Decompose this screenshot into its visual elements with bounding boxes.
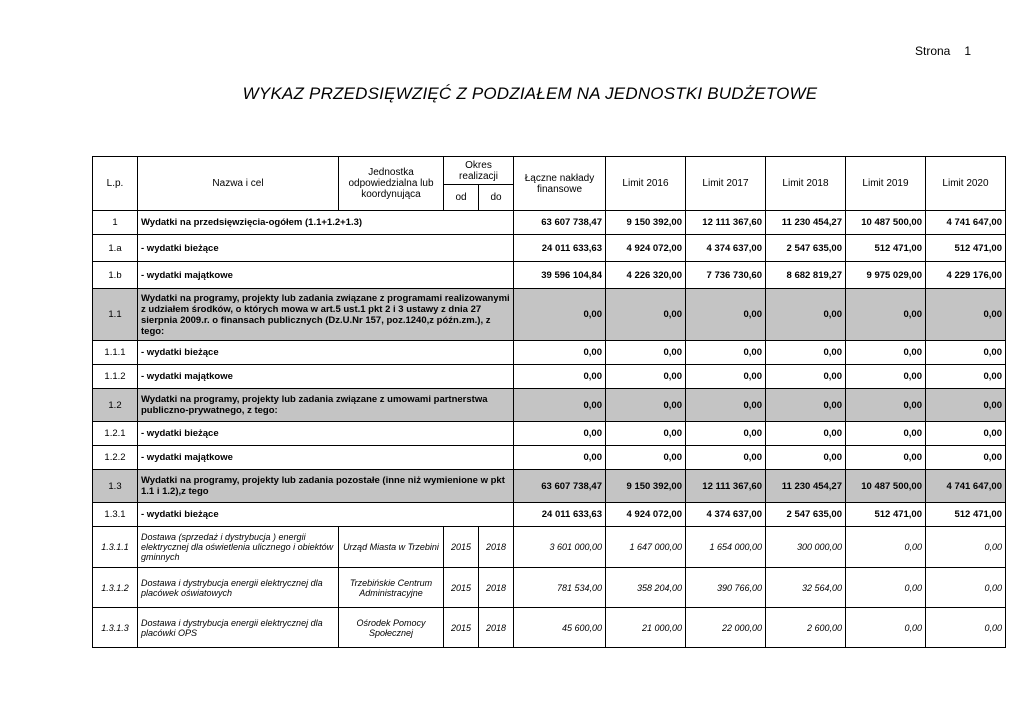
row-v2016: 4 226 320,00 (606, 262, 686, 289)
row-total: 24 011 633,63 (514, 235, 606, 262)
row-total: 0,00 (514, 422, 606, 446)
row-v2020: 0,00 (926, 289, 1006, 341)
row-v2017: 12 111 367,60 (686, 211, 766, 235)
header-limit-2016: Limit 2016 (606, 157, 686, 211)
row-lp: 1 (93, 211, 138, 235)
row-name: Wydatki na programy, projekty lub zadania związane z umowami partnerstwa publiczno-prywatnego, z tego: (138, 389, 514, 422)
detail-unit: Trzebińskie Centrum Administracyjne (339, 568, 444, 608)
row-lp: 1.2.1 (93, 422, 138, 446)
row-total: 63 607 738,47 (514, 211, 606, 235)
row-lp: 1.2 (93, 389, 138, 422)
row-v2017: 0,00 (686, 341, 766, 365)
header-limit-2017: Limit 2017 (686, 157, 766, 211)
detail-v2017: 1 654 000,00 (686, 527, 766, 568)
row-name: - wydatki bieżące (138, 422, 514, 446)
row-v2020: 4 741 647,00 (926, 211, 1006, 235)
row-v2018: 11 230 454,27 (766, 470, 846, 503)
table-row (93, 503, 1006, 527)
detail-v2019: 0,00 (846, 568, 926, 608)
row-v2019: 9 975 029,00 (846, 262, 926, 289)
row-total: 0,00 (514, 389, 606, 422)
header-limit-2020: Limit 2020 (926, 157, 1006, 211)
row-name: - wydatki majątkowe (138, 446, 514, 470)
table-row (93, 470, 1006, 503)
row-name: - wydatki bieżące (138, 235, 514, 262)
row-v2020: 512 471,00 (926, 235, 1006, 262)
row-v2020: 4 741 647,00 (926, 470, 1006, 503)
header-name: Nazwa i cel (138, 157, 339, 211)
row-v2017: 0,00 (686, 446, 766, 470)
row-total: 39 596 104,84 (514, 262, 606, 289)
detail-to: 2018 (479, 568, 514, 608)
row-lp: 1.2.2 (93, 446, 138, 470)
detail-lp: 1.3.1.2 (93, 568, 138, 608)
row-v2018: 0,00 (766, 365, 846, 389)
header-to: do (479, 185, 514, 211)
table-row (93, 446, 1006, 470)
budget-table (92, 156, 1006, 648)
detail-name: Dostawa (sprzedaż i dystrybucja ) energii elektrycznej dla oświetlenia ulicznego i obiektów gminnych (138, 527, 339, 568)
detail-row (93, 527, 1006, 568)
page-number (915, 44, 971, 58)
detail-v2017: 390 766,00 (686, 568, 766, 608)
row-v2020: 0,00 (926, 365, 1006, 389)
row-v2018: 2 547 635,00 (766, 503, 846, 527)
row-lp: 1.b (93, 262, 138, 289)
row-v2018: 2 547 635,00 (766, 235, 846, 262)
detail-total: 3 601 000,00 (514, 527, 606, 568)
row-name: - wydatki bieżące (138, 503, 514, 527)
row-v2019: 0,00 (846, 446, 926, 470)
detail-from: 2015 (444, 568, 479, 608)
table-row (93, 389, 1006, 422)
detail-unit: Urząd Miasta w Trzebini (339, 527, 444, 568)
detail-v2016: 1 647 000,00 (606, 527, 686, 568)
row-v2019: 0,00 (846, 341, 926, 365)
detail-lp: 1.3.1.1 (93, 527, 138, 568)
row-lp: 1.3.1 (93, 503, 138, 527)
row-v2016: 0,00 (606, 389, 686, 422)
row-v2016: 4 924 072,00 (606, 503, 686, 527)
row-v2018: 0,00 (766, 389, 846, 422)
row-v2017: 7 736 730,60 (686, 262, 766, 289)
row-name: - wydatki majątkowe (138, 365, 514, 389)
table-row (93, 262, 1006, 289)
table-row (93, 422, 1006, 446)
row-v2018: 11 230 454,27 (766, 211, 846, 235)
row-v2017: 0,00 (686, 422, 766, 446)
page-label: Strona (915, 44, 951, 58)
row-v2016: 0,00 (606, 365, 686, 389)
row-v2020: 512 471,00 (926, 503, 1006, 527)
row-name: Wydatki na programy, projekty lub zadania związane z programami realizowanymi z udziałem środków, o których mowa w art.5 ust.1 pkt 2 i 3 ustawy z dnia 27 sierpnia 2009.r. o finansach publicznych (Dz.U.Nr 157, poz.1240,z późn.zm.), z tego: (138, 289, 514, 341)
row-v2017: 12 111 367,60 (686, 470, 766, 503)
detail-v2019: 0,00 (846, 527, 926, 568)
detail-lp: 1.3.1.3 (93, 608, 138, 648)
row-v2017: 4 374 637,00 (686, 235, 766, 262)
detail-v2020: 0,00 (926, 608, 1006, 648)
row-total: 0,00 (514, 446, 606, 470)
row-v2016: 9 150 392,00 (606, 211, 686, 235)
row-total: 0,00 (514, 289, 606, 341)
detail-row (93, 608, 1006, 648)
row-v2016: 0,00 (606, 446, 686, 470)
row-v2016: 0,00 (606, 289, 686, 341)
row-v2020: 0,00 (926, 389, 1006, 422)
row-name: - wydatki majątkowe (138, 262, 514, 289)
row-v2019: 0,00 (846, 422, 926, 446)
row-v2016: 0,00 (606, 341, 686, 365)
row-v2017: 0,00 (686, 289, 766, 341)
row-v2020: 0,00 (926, 446, 1006, 470)
detail-v2017: 22 000,00 (686, 608, 766, 648)
row-v2017: 4 374 637,00 (686, 503, 766, 527)
detail-from: 2015 (444, 608, 479, 648)
detail-total: 45 600,00 (514, 608, 606, 648)
row-v2018: 8 682 819,27 (766, 262, 846, 289)
row-v2020: 4 229 176,00 (926, 262, 1006, 289)
row-v2019: 0,00 (846, 289, 926, 341)
row-total: 0,00 (514, 365, 606, 389)
row-v2017: 0,00 (686, 365, 766, 389)
row-lp: 1.1 (93, 289, 138, 341)
detail-v2016: 358 204,00 (606, 568, 686, 608)
detail-to: 2018 (479, 608, 514, 648)
table-body (93, 211, 1006, 648)
row-v2019: 512 471,00 (846, 503, 926, 527)
header-total: Łączne nakłady finansowe (514, 157, 606, 211)
row-lp: 1.3 (93, 470, 138, 503)
detail-name: Dostawa i dystrybucja energii elektrycznej dla placówek oświatowych (138, 568, 339, 608)
table-row (93, 341, 1006, 365)
detail-v2018: 300 000,00 (766, 527, 846, 568)
table-row (93, 211, 1006, 235)
row-v2018: 0,00 (766, 341, 846, 365)
row-lp: 1.a (93, 235, 138, 262)
row-v2019: 10 487 500,00 (846, 211, 926, 235)
row-lp: 1.1.1 (93, 341, 138, 365)
header-from: od (444, 185, 479, 211)
detail-v2020: 0,00 (926, 568, 1006, 608)
row-v2019: 0,00 (846, 365, 926, 389)
page-number-value: 1 (964, 44, 972, 58)
detail-v2018: 2 600,00 (766, 608, 846, 648)
row-v2018: 0,00 (766, 289, 846, 341)
row-total: 24 011 633,63 (514, 503, 606, 527)
table-row (93, 365, 1006, 389)
row-v2018: 0,00 (766, 422, 846, 446)
detail-v2020: 0,00 (926, 527, 1006, 568)
detail-v2019: 0,00 (846, 608, 926, 648)
detail-total: 781 534,00 (514, 568, 606, 608)
row-total: 0,00 (514, 341, 606, 365)
row-v2017: 0,00 (686, 389, 766, 422)
detail-to: 2018 (479, 527, 514, 568)
row-v2016: 9 150 392,00 (606, 470, 686, 503)
detail-v2016: 21 000,00 (606, 608, 686, 648)
header-lp: L.p. (93, 157, 138, 211)
row-total: 63 607 738,47 (514, 470, 606, 503)
detail-unit: Ośrodek Pomocy Społecznej (339, 608, 444, 648)
row-v2019: 10 487 500,00 (846, 470, 926, 503)
header-limit-2019: Limit 2019 (846, 157, 926, 211)
row-v2019: 0,00 (846, 389, 926, 422)
document-title: WYKAZ PRZEDSIĘWZIĘĆ Z PODZIAŁEM NA JEDNOSTKI BUDŻETOWE (242, 84, 818, 103)
table-row (93, 289, 1006, 341)
row-name: - wydatki bieżące (138, 341, 514, 365)
detail-name: Dostawa i dystrybucja energii elektrycznej dla placówki OPS (138, 608, 339, 648)
row-v2020: 0,00 (926, 422, 1006, 446)
detail-row (93, 568, 1006, 608)
row-v2019: 512 471,00 (846, 235, 926, 262)
header-period: Okres realizacji (444, 157, 514, 185)
row-v2020: 0,00 (926, 341, 1006, 365)
detail-v2018: 32 564,00 (766, 568, 846, 608)
detail-from: 2015 (444, 527, 479, 568)
header-limit-2018: Limit 2018 (766, 157, 846, 211)
row-v2016: 4 924 072,00 (606, 235, 686, 262)
header-unit: Jednostka odpowiedzialna lub koordynująca (339, 157, 444, 211)
row-v2016: 0,00 (606, 422, 686, 446)
table-row (93, 235, 1006, 262)
row-v2018: 0,00 (766, 446, 846, 470)
row-name: Wydatki na programy, projekty lub zadania pozostałe (inne niż wymienione w pkt 1.1 i 1.2),z tego (138, 470, 514, 503)
row-lp: 1.1.2 (93, 365, 138, 389)
row-name: Wydatki na przedsięwzięcia-ogółem (1.1+1.2+1.3) (138, 211, 514, 235)
